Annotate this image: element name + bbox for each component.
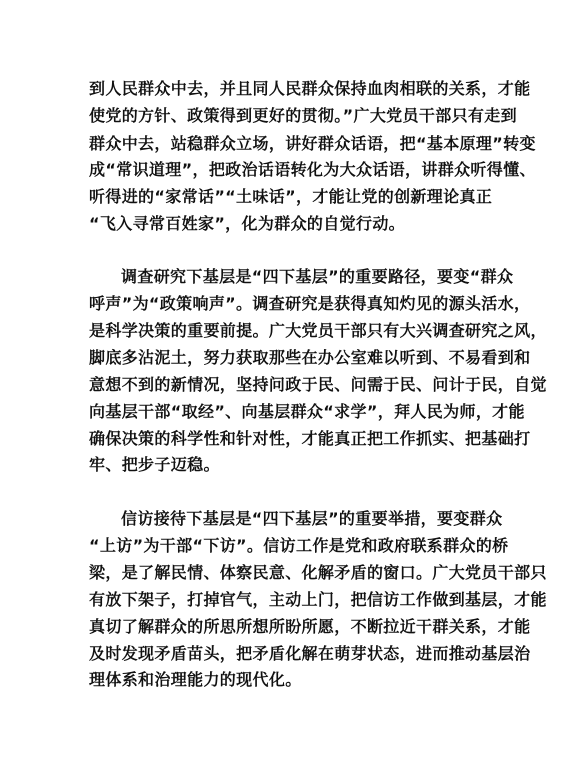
text-line: 向基层干部“取经”、向基层群众“求学”，拜人民为师，才能 bbox=[89, 402, 525, 421]
text-line: 调查研究下基层是“四下基层”的重要路径，要变“群众 bbox=[121, 267, 514, 286]
text-line: 成“常识道理”，把政治话语转化为大众话语，讲群众听得懂、 bbox=[89, 160, 536, 179]
text-line: 到人民群众中去，并且同人民群众保持血肉相联的关系，才能 bbox=[89, 79, 531, 98]
text-line: 及时发现矛盾苗头，把矛盾化解在萌芽状态，进而推动基层治 bbox=[89, 644, 531, 663]
text-line: “飞入寻常百姓家”，化为群众的自觉行动。 bbox=[89, 214, 406, 233]
text-line: 真切了解群众的所思所想所盼所愿，不断拉近干群关系，才能 bbox=[89, 617, 531, 636]
text-line: 牢、把步子迈稳。 bbox=[89, 455, 220, 474]
text-line: 确保决策的科学性和针对性，才能真正把工作抓实、把基础打 bbox=[89, 429, 531, 448]
text-line: 脚底多沾泥土，努力获取那些在办公室难以听到、不易看到和 bbox=[89, 348, 531, 367]
text-line: 是科学决策的重要前提。广大党员干部只有大兴调查研究之风， bbox=[89, 321, 547, 340]
text-line: 群众中去，站稳群众立场，讲好群众话语，把“基本原理”转变 bbox=[89, 134, 536, 153]
text-line: 呼声”为“政策响声”。调查研究是获得真知灼见的源头活水， bbox=[89, 294, 531, 313]
text-line: “上访”为干部“下访”。信访工作是党和政府联系群众的桥 bbox=[89, 536, 509, 555]
text-line: 意想不到的新情况，坚持问政于民、问需于民、问计于民，自觉 bbox=[89, 375, 547, 394]
text-line: 有放下架子，打掉官气，主动上门，把信访工作做到基层，才能 bbox=[89, 590, 547, 609]
text-line: 信访接待下基层是“四下基层”的重要举措，要变群众 bbox=[121, 509, 503, 528]
text-line: 理体系和治理能力的现代化。 bbox=[89, 670, 302, 689]
text-line: 听得进的“家常话”“土味话”，才能让党的创新理论真正 bbox=[89, 187, 493, 206]
text-line: 使党的方针、政策得到更好的贯彻。”广大党员干部只有走到 bbox=[89, 106, 517, 125]
text-line: 梁，是了解民情、体察民意、化解矛盾的窗口。广大党员干部只 bbox=[89, 563, 547, 582]
